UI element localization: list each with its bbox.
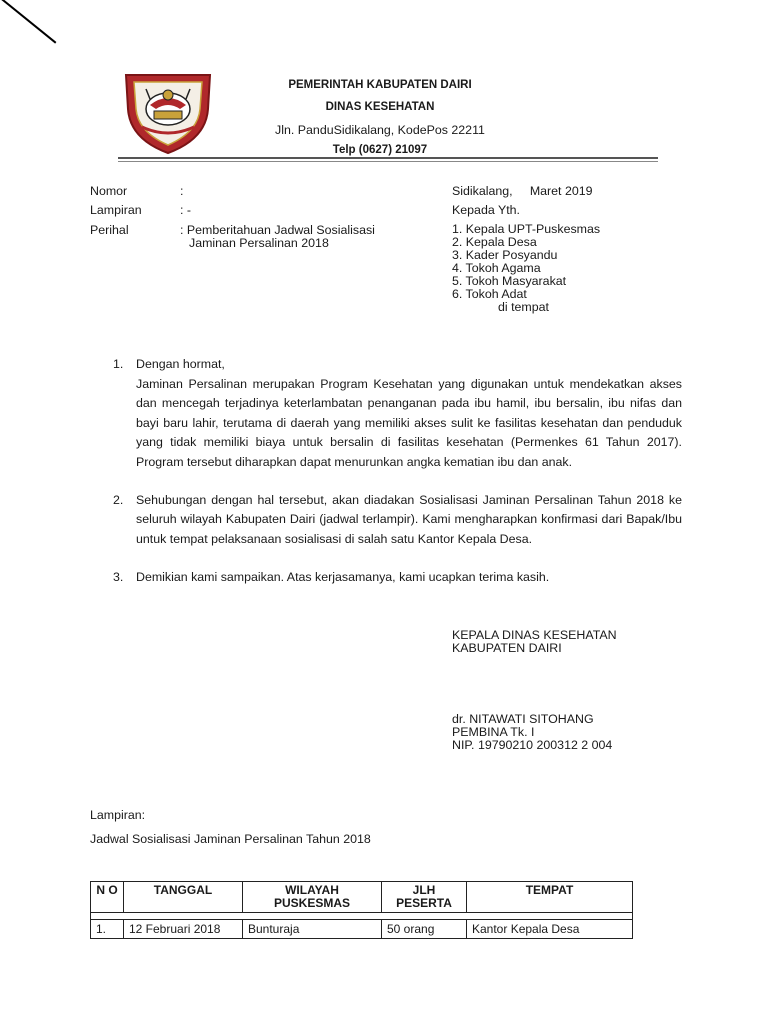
recipient-item: 6. Tokoh Adat — [452, 287, 527, 301]
paragraph-1: Jaminan Persalinan merupakan Program Kesehatan yang digunakan untuk mendekatkan akses dan mencegah terjadinya keterlambatan penanganan pada ibu hamil, ibu bersalin, ibu nifas dan bayi baru lahir, terutama di daerah yang memiliki akses sulit ke fasilitas kesehatan dan penduduk yang tidak memiliki biaya untuk bersalin di fasilitas kesehatan (Permenkes 61 Tahun 2017). Program tersebut diharapkan dapat menurunkan angka kematian ibu dan anak. — [136, 377, 682, 469]
greeting: Dengan hormat, — [136, 357, 225, 371]
cell-tempat: Kantor Kepala Desa — [467, 920, 633, 939]
signature-name: dr. NITAWATI SITOHANG — [452, 712, 594, 726]
item-number: 1. — [113, 357, 124, 371]
lampiran-value: : - — [180, 203, 192, 217]
item-number: 3. — [113, 570, 124, 584]
cell-wilayah: Bunturaja — [243, 920, 382, 939]
attachment-title: Jadwal Sosialisasi Jaminan Persalinan Tahun 2018 — [90, 832, 371, 846]
paragraph-2: Sehubungan dengan hal tersebut, akan diadakan Sosialisasi Jaminan Persalinan Tahun 2018 ke seluruh wilayah Kabupaten Dairi (jadwal terlampir). Kami mengharapkan konfirmasi dari Bapak/Ibu untuk tempat pelaksanaan sosialisasi di salah satu Kantor Kepala Desa. — [136, 493, 682, 546]
cell-tanggal: 12 Februari 2018 — [124, 920, 243, 939]
nomor-label: Nomor — [90, 184, 128, 198]
recipient-item: 3. Kader Posyandu — [452, 248, 558, 262]
paragraph-3: Demikian kami sampaikan. Atas kerjasamanya, kami ucapkan terima kasih. — [136, 570, 550, 584]
signature-title-1: KEPALA DINAS KESEHATAN — [452, 628, 617, 642]
table-row — [91, 920, 633, 939]
di-tempat: di tempat — [498, 300, 549, 314]
perihal-value-line2: Jaminan Persalinan 2018 — [189, 236, 329, 250]
signature-rank: PEMBINA Tk. I — [452, 725, 535, 739]
col-jlh-peserta: JLH PESERTA — [382, 882, 467, 913]
col-tanggal: TANGGAL — [124, 882, 243, 913]
header-government: PEMERINTAH KABUPATEN DAIRI — [288, 79, 472, 91]
attachment-label: Lampiran: — [90, 808, 146, 822]
corner-mark — [1, 0, 57, 44]
place-date: Sidikalang, Maret 2019 — [452, 184, 593, 198]
kepada-yth: Kepada Yth. — [452, 203, 520, 217]
header-phone: Telp (0627) 21097 — [332, 144, 428, 156]
cell-jlh-peserta: 50 orang — [382, 920, 467, 939]
schedule-table — [90, 881, 633, 939]
col-wilayah: WILAYAH PUSKESMAS — [243, 882, 382, 913]
col-tempat: TEMPAT — [467, 882, 633, 913]
nomor-value: : — [180, 184, 184, 198]
col-no: N O — [91, 882, 124, 913]
item-number: 2. — [113, 493, 124, 507]
recipient-item: 5. Tokoh Masyarakat — [452, 274, 567, 288]
signature-nip: NIP. 19790210 200312 2 004 — [452, 738, 613, 752]
header-rule-thin — [118, 161, 658, 162]
recipient-item: 2. Kepala Desa — [452, 235, 537, 249]
recipient-item: 4. Tokoh Agama — [452, 261, 541, 275]
recipient-item: 1. Kepala UPT-Puskesmas — [452, 222, 601, 236]
perihal-label: Perihal — [90, 223, 129, 237]
lampiran-label: Lampiran — [90, 203, 142, 217]
signature-title-2: KABUPATEN DAIRI — [452, 641, 562, 655]
table-header-row — [91, 882, 633, 913]
header-rule — [118, 157, 658, 159]
header-address: Jln. PanduSidikalang, KodePos 22211 — [275, 123, 485, 137]
header-department: DINAS KESEHATAN — [325, 101, 435, 113]
table-spacer — [91, 913, 633, 920]
cell-no: 1. — [91, 920, 124, 939]
perihal-value-line1: : Pemberitahuan Jadwal Sosialisasi — [180, 223, 375, 237]
recipient-list — [452, 223, 600, 301]
